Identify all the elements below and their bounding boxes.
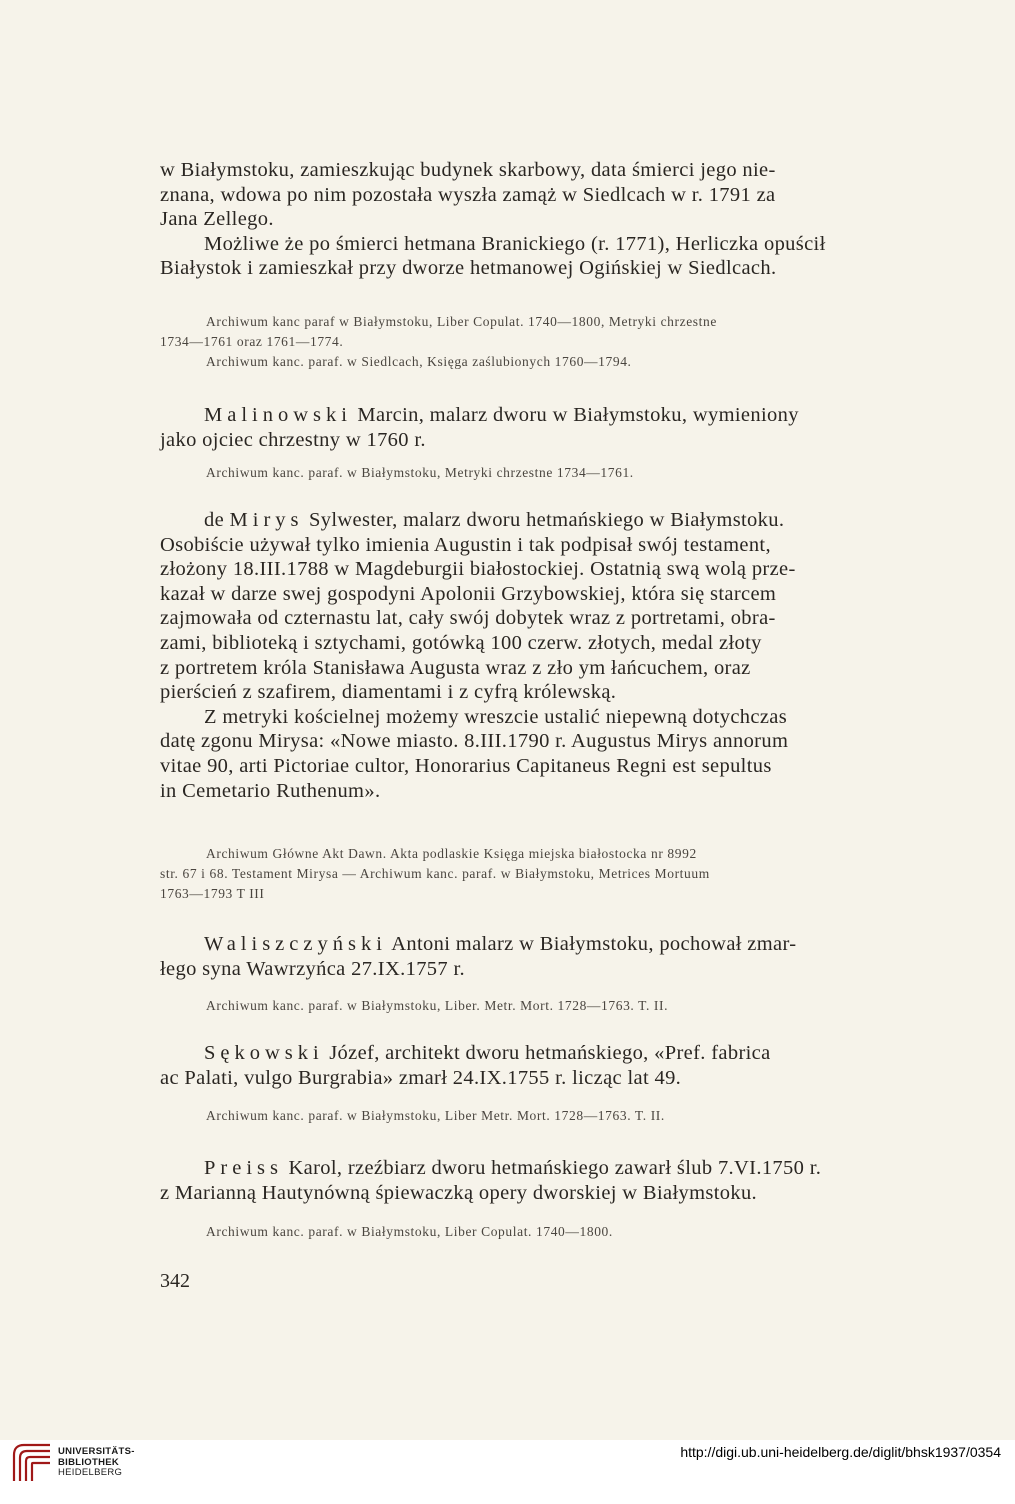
text-line: Waliszczyński Antoni malarz w Białymstoku, pochował zmar- [204,933,797,955]
source-note [160,996,920,1016]
note-line: Archiwum kanc paraf w Białymstoku, Liber Copulat. 1740—1800, Metryki chrzestne [206,314,717,329]
entry-name: Malinowski [204,404,352,426]
entry-sekowski [160,1041,920,1090]
note-line: 1763—1793 T III [160,886,265,901]
library-name-line: BIBLIOTHEK [58,1456,120,1468]
text-line: Możliwe że po śmierci hetmana Branickiego (r. 1771), Herliczka opuścił [204,232,826,255]
text-line: ac Palati, vulgo Burgrabia» zmarł 24.IX.1755 r. licząc lat 49. [160,1066,682,1089]
page-number: 342 [160,1270,190,1292]
text-line: zami, biblioteką i sztychami, gotówką 100 czerw. złotych, medal złoty [160,631,762,654]
note-line: Archiwum kanc. paraf. w Siedlcach, Księga zaślubionych 1760—1794. [206,354,632,369]
text-line: Jana Zellego. [160,208,274,231]
text-line: Osobiście używał tylko imienia Augustin i tak podpisał swój testament, [160,533,771,556]
note-line: Archiwum kanc. paraf. w Białymstoku, Metryki chrzestne 1734—1761. [206,465,634,480]
text-line: in Cemetario Ruthenum». [160,779,381,802]
text-line: z Marianną Hautynówną śpiewaczką opery dworskiej w Białymstoku. [160,1181,758,1204]
entry-waliszczynski [160,932,920,981]
text-line: z portretem króla Stanisława Augusta wraz z zło ym łańcuchem, oraz [160,656,751,679]
entry-mirys [160,508,920,803]
note-line: Archiwum kanc. paraf. w Białymstoku, Liber Metr. Mort. 1728—1763. T. II. [206,1108,665,1123]
university-library-logo-icon [10,1441,54,1485]
library-name [58,1447,135,1479]
text-line: Z metryki kościelnej możemy wreszcie ustalić niepewną dotychczas [204,705,788,728]
library-name-line: HEIDELBERG [58,1467,123,1478]
note-line: Archiwum Główne Akt Dawn. Akta podlaskie Księga miejska białostocka nr 8992 [206,846,697,861]
source-note [160,463,920,483]
entry-name: Preiss [204,1157,283,1179]
text-line: vitae 90, arti Pictoriae cultor, Honorarius Capitaneus Regni est sepultus [160,754,772,777]
text-line: Malinowski Marcin, malarz dworu w Białymstoku, wymieniony [204,404,799,426]
text-line: znana, wdowa po nim pozostała wyszła zamąż w Siedlcach w r. 1791 za [160,183,776,206]
source-note [160,1106,920,1126]
source-note [160,312,920,372]
text-line: de Mirys Sylwester, malarz dworu hetmańskiego w Białymstoku. [204,509,785,531]
text-paragraph [160,158,920,281]
text-line: w Białymstoku, zamieszkując budynek skarbowy, data śmierci jego nie- [160,159,776,181]
note-line: Archiwum kanc. paraf. w Białymstoku, Liber Copulat. 1740—1800. [206,1224,613,1239]
entry-preiss [160,1156,920,1205]
text-line: pierścień z szafirem, diamentami i z cyfrą królewską. [160,681,617,704]
library-name-line: UNIVERSITÄTS- [58,1446,135,1457]
note-line: 1734—1761 oraz 1761—1774. [160,334,344,349]
text-line: Białystok i zamieszkał przy dworze hetmanowej Ogińskiej w Siedlcach. [160,257,777,280]
entry-malinowski [160,403,920,452]
entry-name: Waliszczyński [204,933,387,955]
text-line: Preiss Karol, rzeźbiarz dworu hetmańskiego zawarł ślub 7.VI.1750 r. [204,1157,822,1179]
note-line: Archiwum kanc. paraf. w Białymstoku, Liber. Metr. Mort. 1728—1763. T. II. [206,998,669,1013]
text-line: złożony 18.III.1788 w Magdeburgii białostockiej. Ostatnią swą wolą prze- [160,558,796,581]
source-note [160,1222,920,1242]
text-line: jako ojciec chrzestny w 1760 r. [160,428,426,451]
text-line: łego syna Wawrzyńca 27.IX.1757 r. [160,957,465,980]
note-line: str. 67 i 68. Testament Mirysa — Archiwum kanc. paraf. w Białymstoku, Metrices Mortuum [160,866,710,881]
text-line: Sękowski Józef, architekt dworu hetmańskiego, «Pref. fabrica [204,1042,771,1064]
source-url[interactable]: http://digi.ub.uni-heidelberg.de/diglit/bhsk1937/0354 [680,1444,1001,1460]
text-line: zajmowała od czternastu lat, cały swój dobytek wraz z portretami, obra- [160,607,776,630]
entry-name: Mirys [229,509,304,531]
entry-name: Sękowski [204,1042,324,1064]
text-line: datę zgonu Mirysa: «Nowe miasto. 8.III.1790 r. Augustus Mirys annorum [160,730,789,753]
text-line: kazał w darze swej gospodyni Apolonii Grzybowskiej, która się starcem [160,582,777,605]
source-note [160,844,920,904]
